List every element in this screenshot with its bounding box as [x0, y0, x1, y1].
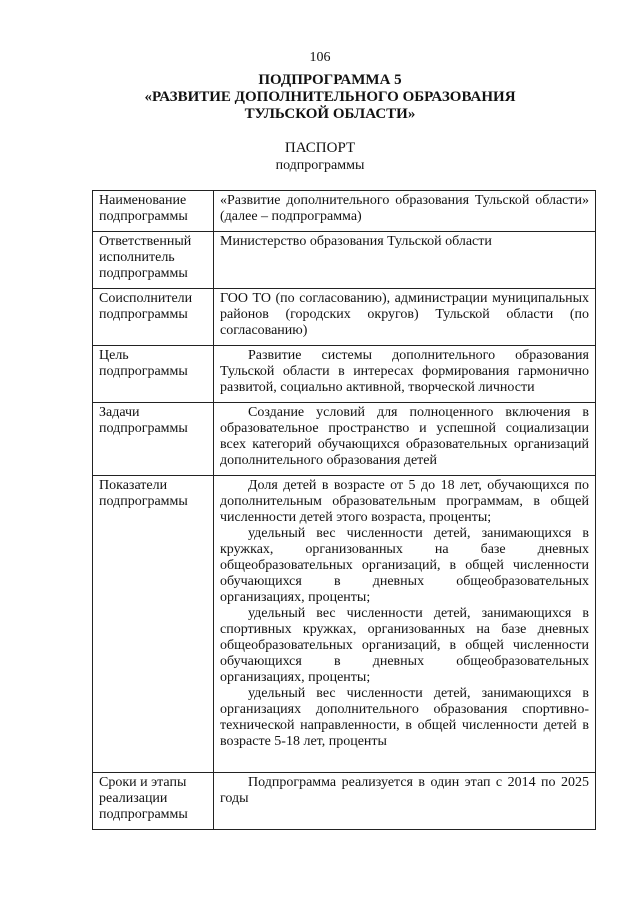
row-value	[214, 476, 596, 773]
table-row	[93, 191, 596, 232]
row-value	[214, 346, 596, 403]
row-paragraph: удельный вес численности детей, занимающихся в кружках, организованных на базе дневных общеобразовательных организаций, в общей численности обучающихся в дневных общеобразовательных организациях, проценты;	[220, 526, 589, 605]
row-paragraph: удельный вес численности детей, занимающихся в спортивных кружках, организованных на базе дневных общеобразовательных организаций, в общей численности обучающихся в дневных общеобразовательных организациях, проценты;	[220, 606, 589, 685]
row-value	[214, 191, 596, 232]
table-row	[93, 289, 596, 346]
row-label: Задачи подпрограммы	[93, 403, 214, 476]
row-value	[214, 773, 596, 830]
title-line-1: ПОДПРОГРАММА 5	[258, 72, 402, 88]
row-label: Показатели подпрограммы	[93, 476, 214, 773]
row-paragraph: удельный вес численности детей, занимающихся в организациях дополнительного образования спортивно-технической направленности, в общей численности детей в возрасте 5-18 лет, проценты	[220, 686, 589, 749]
row-paragraph: Доля детей в возрасте от 5 до 18 лет, обучающихся по дополнительным образовательным программам, в общей численности детей этого возраста, проценты;	[220, 478, 589, 525]
passport-subheading: подпрограммы	[275, 158, 365, 173]
subprogram-title	[80, 72, 580, 123]
row-label: Соисполнители подпрограммы	[93, 289, 214, 346]
row-value	[214, 289, 596, 346]
row-value	[214, 403, 596, 476]
row-paragraph: ГОО ТО (по согласованию), администрации муниципальных районов (городских округов) Тульской области (по согласованию)	[220, 291, 589, 338]
title-line-3: ТУЛЬСКОЙ ОБЛАСТИ»	[244, 106, 416, 122]
row-paragraph: Министерство образования Тульской области	[220, 234, 492, 249]
row-value	[214, 232, 596, 289]
row-paragraph: Подпрограмма реализуется в один этап с 2014 по 2025 годы	[220, 775, 589, 806]
passport-table	[92, 190, 596, 830]
page-number: 106	[309, 50, 331, 65]
row-paragraph: Развитие системы дополнительного образования Тульской области в интересах формирования гармонично развитой, социально активной, творческой личности	[220, 348, 589, 395]
table-row	[93, 403, 596, 476]
row-label: Цель подпрограммы	[93, 346, 214, 403]
passport-heading: ПАСПОРТ	[284, 140, 356, 156]
row-label: Наименование подпрограммы	[93, 191, 214, 232]
row-label: Ответственный исполнитель подпрограммы	[93, 232, 214, 289]
passport-heading-block	[0, 140, 640, 174]
table-row	[93, 476, 596, 773]
row-paragraph: Создание условий для полноценного включения в образовательное пространство и успешной социализации всех категорий обучающихся образовательных организаций дополнительного образования детей	[220, 405, 589, 468]
title-line-2: «РАЗВИТИЕ ДОПОЛНИТЕЛЬНОГО ОБРАЗОВАНИЯ	[144, 89, 516, 105]
table-row	[93, 232, 596, 289]
table-row	[93, 346, 596, 403]
row-label: Сроки и этапы реализации подпрограммы	[93, 773, 214, 830]
row-paragraph: «Развитие дополнительного образования Тульской области» (далее – подпрограмма)	[220, 193, 589, 224]
table-row	[93, 773, 596, 830]
